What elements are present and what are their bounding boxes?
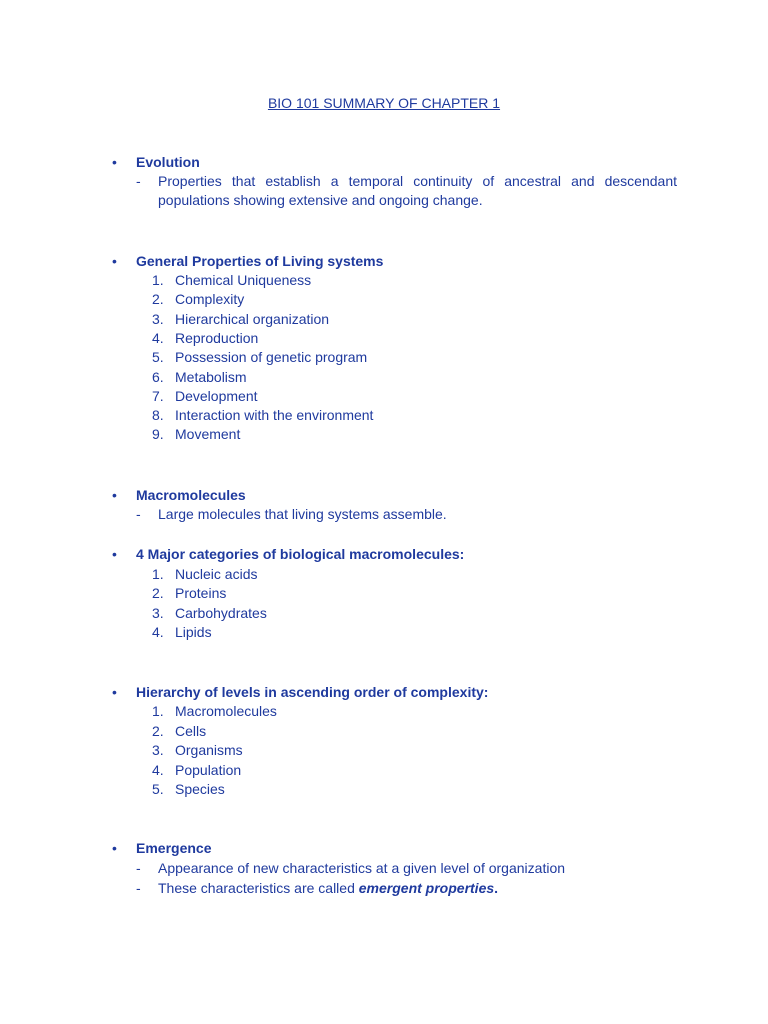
list-number: 6. <box>152 368 164 385</box>
list-item <box>0 310 700 329</box>
list-item-text: Hierarchical organization <box>175 310 330 327</box>
list-number: 8. <box>152 407 164 424</box>
list-number: 4. <box>152 761 164 778</box>
list-number: 4. <box>152 329 164 346</box>
list-item <box>0 722 700 741</box>
list-item <box>0 271 700 290</box>
section-heading: Macromolecules <box>136 487 246 503</box>
bullet-icon: • <box>112 840 117 856</box>
list-item <box>0 425 700 444</box>
list-item-text: Macromolecules <box>175 703 277 719</box>
list-number: 1. <box>152 703 164 719</box>
bullet-row <box>0 252 700 271</box>
list-item <box>0 741 700 760</box>
list-number: 5. <box>152 781 164 797</box>
list-number: 3. <box>152 604 164 621</box>
list-item <box>0 623 700 642</box>
dash-icon: - <box>136 173 141 189</box>
list-item-text: Complexity <box>175 291 245 308</box>
bullet-row <box>0 545 700 564</box>
bullet-icon: • <box>112 487 117 503</box>
list-number: 5. <box>152 349 164 366</box>
list-item <box>0 584 700 603</box>
bullet-row <box>0 839 700 858</box>
list-number: 2. <box>152 585 164 601</box>
point-text: Appearance of new characteristics at a given level of organization <box>158 860 566 876</box>
list-item <box>0 329 700 348</box>
section-heading: Evolution <box>136 154 200 170</box>
list-number: 2. <box>152 291 164 308</box>
list-item-text: Metabolism <box>175 368 247 385</box>
section-heading: 4 Major categories of biological macromolecules: <box>136 546 465 562</box>
list-number: 1. <box>152 565 164 582</box>
list-item-text: Organisms <box>175 742 243 758</box>
document-title: BIO 101 SUMMARY OF CHAPTER 1 <box>267 95 501 111</box>
list-item-text: Carbohydrates <box>175 604 267 621</box>
list-item <box>0 780 700 799</box>
list-item-text: Chemical Uniqueness <box>175 272 312 288</box>
bullet-row <box>0 486 700 505</box>
list-item <box>0 348 700 367</box>
bullet-icon: • <box>112 253 117 269</box>
dash-icon: - <box>136 506 141 522</box>
dash-icon: - <box>136 860 141 876</box>
list-item-text: Species <box>175 781 225 797</box>
list-item-text: Population <box>175 761 242 778</box>
list-item <box>0 565 700 584</box>
point-text-suffix: . <box>494 880 499 896</box>
list-number: 3. <box>152 310 164 327</box>
list-number: 1. <box>152 272 164 288</box>
list-item <box>0 368 700 387</box>
list-number: 9. <box>152 426 164 443</box>
bullet-icon: • <box>112 154 117 170</box>
list-item-text: Proteins <box>175 585 227 601</box>
list-item-text: Cells <box>175 722 207 739</box>
list-number: 2. <box>152 722 164 739</box>
section-heading: Hierarchy of levels in ascending order of complexity: <box>136 684 489 700</box>
list-item-text: Interaction with the environment <box>175 407 374 424</box>
emphasis-text: emergent properties <box>358 880 495 896</box>
list-item <box>0 290 700 309</box>
list-item-text: Reproduction <box>175 329 259 346</box>
point-text: Large molecules that living systems assemble. <box>158 506 447 522</box>
list-number: 3. <box>152 742 164 758</box>
bullet-row <box>0 153 700 172</box>
point-text <box>158 879 677 898</box>
list-item-text: Development <box>175 387 258 404</box>
list-item-text: Nucleic acids <box>175 565 258 582</box>
section-heading: General Properties of Living systems <box>136 253 384 269</box>
list-item-text: Lipids <box>175 624 212 640</box>
list-item <box>0 406 700 425</box>
list-item-text: Movement <box>175 426 241 443</box>
list-item <box>0 761 700 780</box>
list-number: 7. <box>152 387 164 404</box>
point-text-prefix: These characteristics are called <box>158 880 359 896</box>
list-item <box>0 702 700 721</box>
section-heading: Emergence <box>136 840 212 856</box>
list-item <box>0 387 700 406</box>
dash-icon: - <box>136 880 141 896</box>
point-text: Properties that establish a temporal continuity of ancestral and descendant populations showing extensive and ongoing change. <box>158 173 677 208</box>
list-number: 4. <box>152 624 164 640</box>
bullet-icon: • <box>112 546 117 562</box>
list-item <box>0 604 700 623</box>
bullet-row <box>0 683 700 702</box>
bullet-icon: • <box>112 684 117 700</box>
list-item-text: Possession of genetic program <box>175 349 368 366</box>
